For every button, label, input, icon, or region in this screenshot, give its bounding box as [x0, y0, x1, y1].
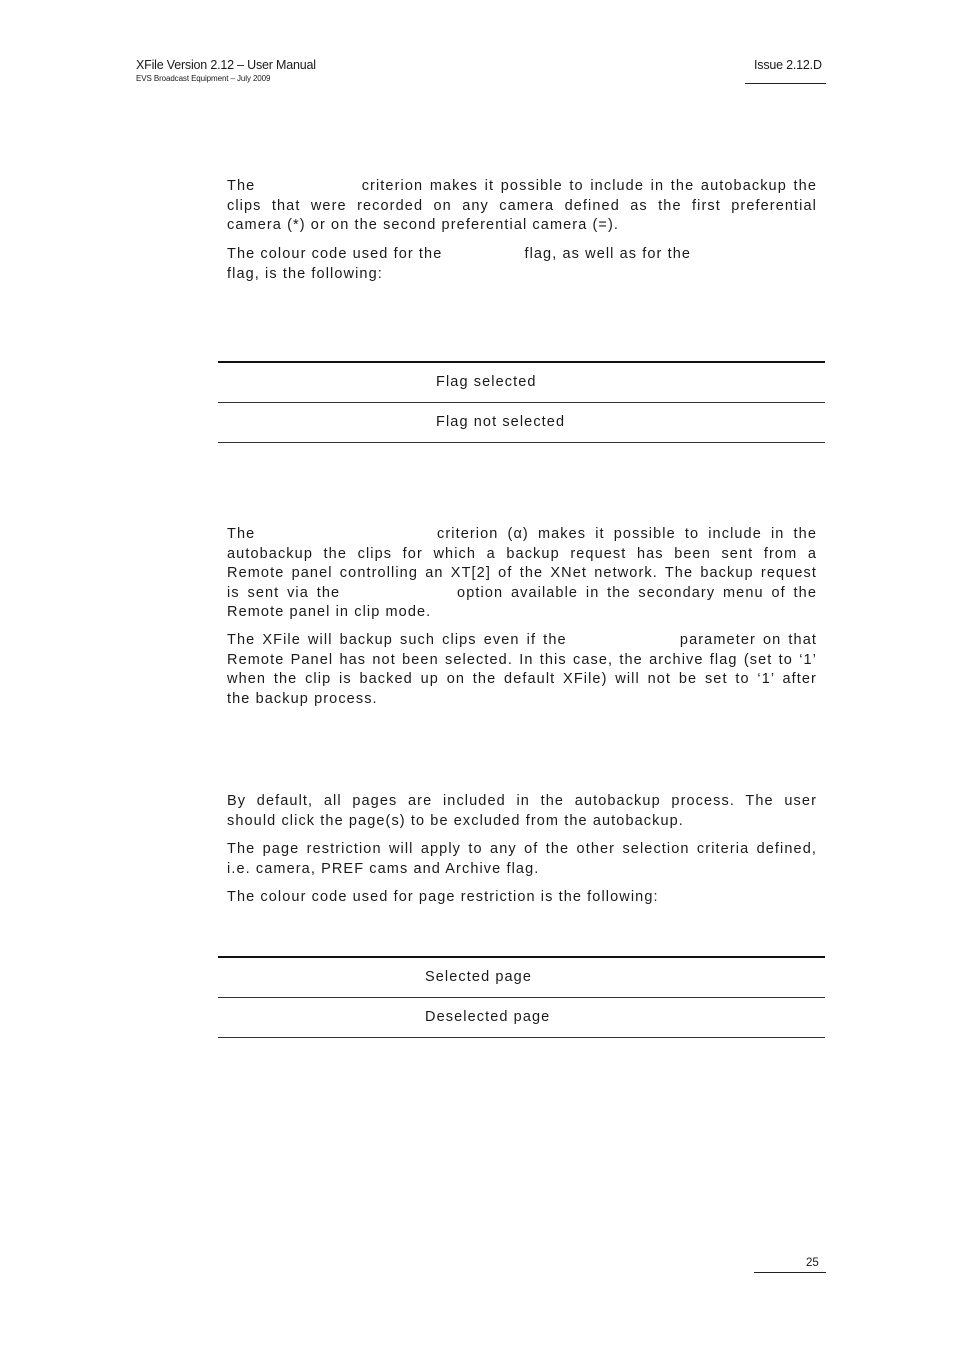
flag-colour-table: [218, 361, 825, 443]
text-line: Remote panel in clip mode.: [227, 604, 432, 620]
table-bottom-rule: [218, 442, 825, 443]
text-line: i.e. camera, PREF cams and Archive flag.: [227, 860, 540, 877]
table-row: [218, 403, 825, 442]
text-line: The XFile will backup such clips even if the parameter on that: [227, 632, 817, 648]
text-line: the backup process.: [227, 690, 378, 707]
issue-label: Issue 2.12.D: [754, 58, 822, 72]
section1-paragraph2: [227, 245, 817, 284]
text-line: is sent via the option available in the secondary menu of the: [227, 584, 817, 601]
section3-paragraph2: [227, 840, 817, 879]
table-cell: Flag selected: [436, 374, 537, 390]
section1-paragraph1: [227, 177, 817, 236]
text-line: Remote Panel has not been selected. In this case, the archive flag (set to ‘1’: [227, 651, 817, 668]
table-row: [218, 363, 825, 402]
text-line: The page restriction will apply to any of the other selection criteria defined,: [227, 841, 817, 857]
text-line: The criterion makes it possible to include in the autobackup the: [227, 178, 817, 194]
section3-paragraph3: [227, 888, 817, 908]
table-bottom-rule: [218, 1037, 825, 1038]
text-line: By default, all pages are included in the autobackup process. The user: [227, 793, 817, 809]
section2-paragraph2: [227, 631, 817, 709]
text-line: clips that were recorded on any camera defined as the first preferential: [227, 197, 817, 214]
section3-paragraph1: [227, 792, 817, 831]
document-subtitle: EVS Broadcast Equipment – July 2009: [136, 74, 271, 83]
table-cell: Deselected page: [425, 1009, 551, 1025]
table-row: [218, 958, 825, 997]
text-line: The criterion (α) makes it possible to include in the: [227, 526, 817, 542]
text-line: The colour code used for page restriction is the following:: [227, 889, 659, 905]
text-line: flag, is the following:: [227, 265, 383, 282]
text-line: Remote panel controlling an XT[2] of the XNet network. The backup request: [227, 565, 817, 581]
page-colour-table: [218, 956, 825, 1038]
text-line: camera (*) or on the second preferential camera (=).: [227, 217, 620, 233]
page-number: 25: [806, 1257, 819, 1269]
header-rule: [745, 83, 826, 84]
table-row: [218, 998, 825, 1037]
text-line: The colour code used for the flag, as well as for the: [227, 246, 692, 262]
section2-paragraph1: [227, 525, 817, 623]
footer-rule: [754, 1272, 826, 1273]
table-cell: Selected page: [425, 969, 533, 985]
table-cell: Flag not selected: [436, 414, 566, 430]
text-line: autobackup the clips for which a backup request has been sent from a: [227, 545, 817, 562]
text-line: should click the page(s) to be excluded from the autobackup.: [227, 812, 684, 829]
text-line: when the clip is backed up on the default XFile) will not be set to ‘1’ after: [227, 671, 817, 687]
document-title: XFile Version 2.12 – User Manual: [136, 58, 316, 72]
